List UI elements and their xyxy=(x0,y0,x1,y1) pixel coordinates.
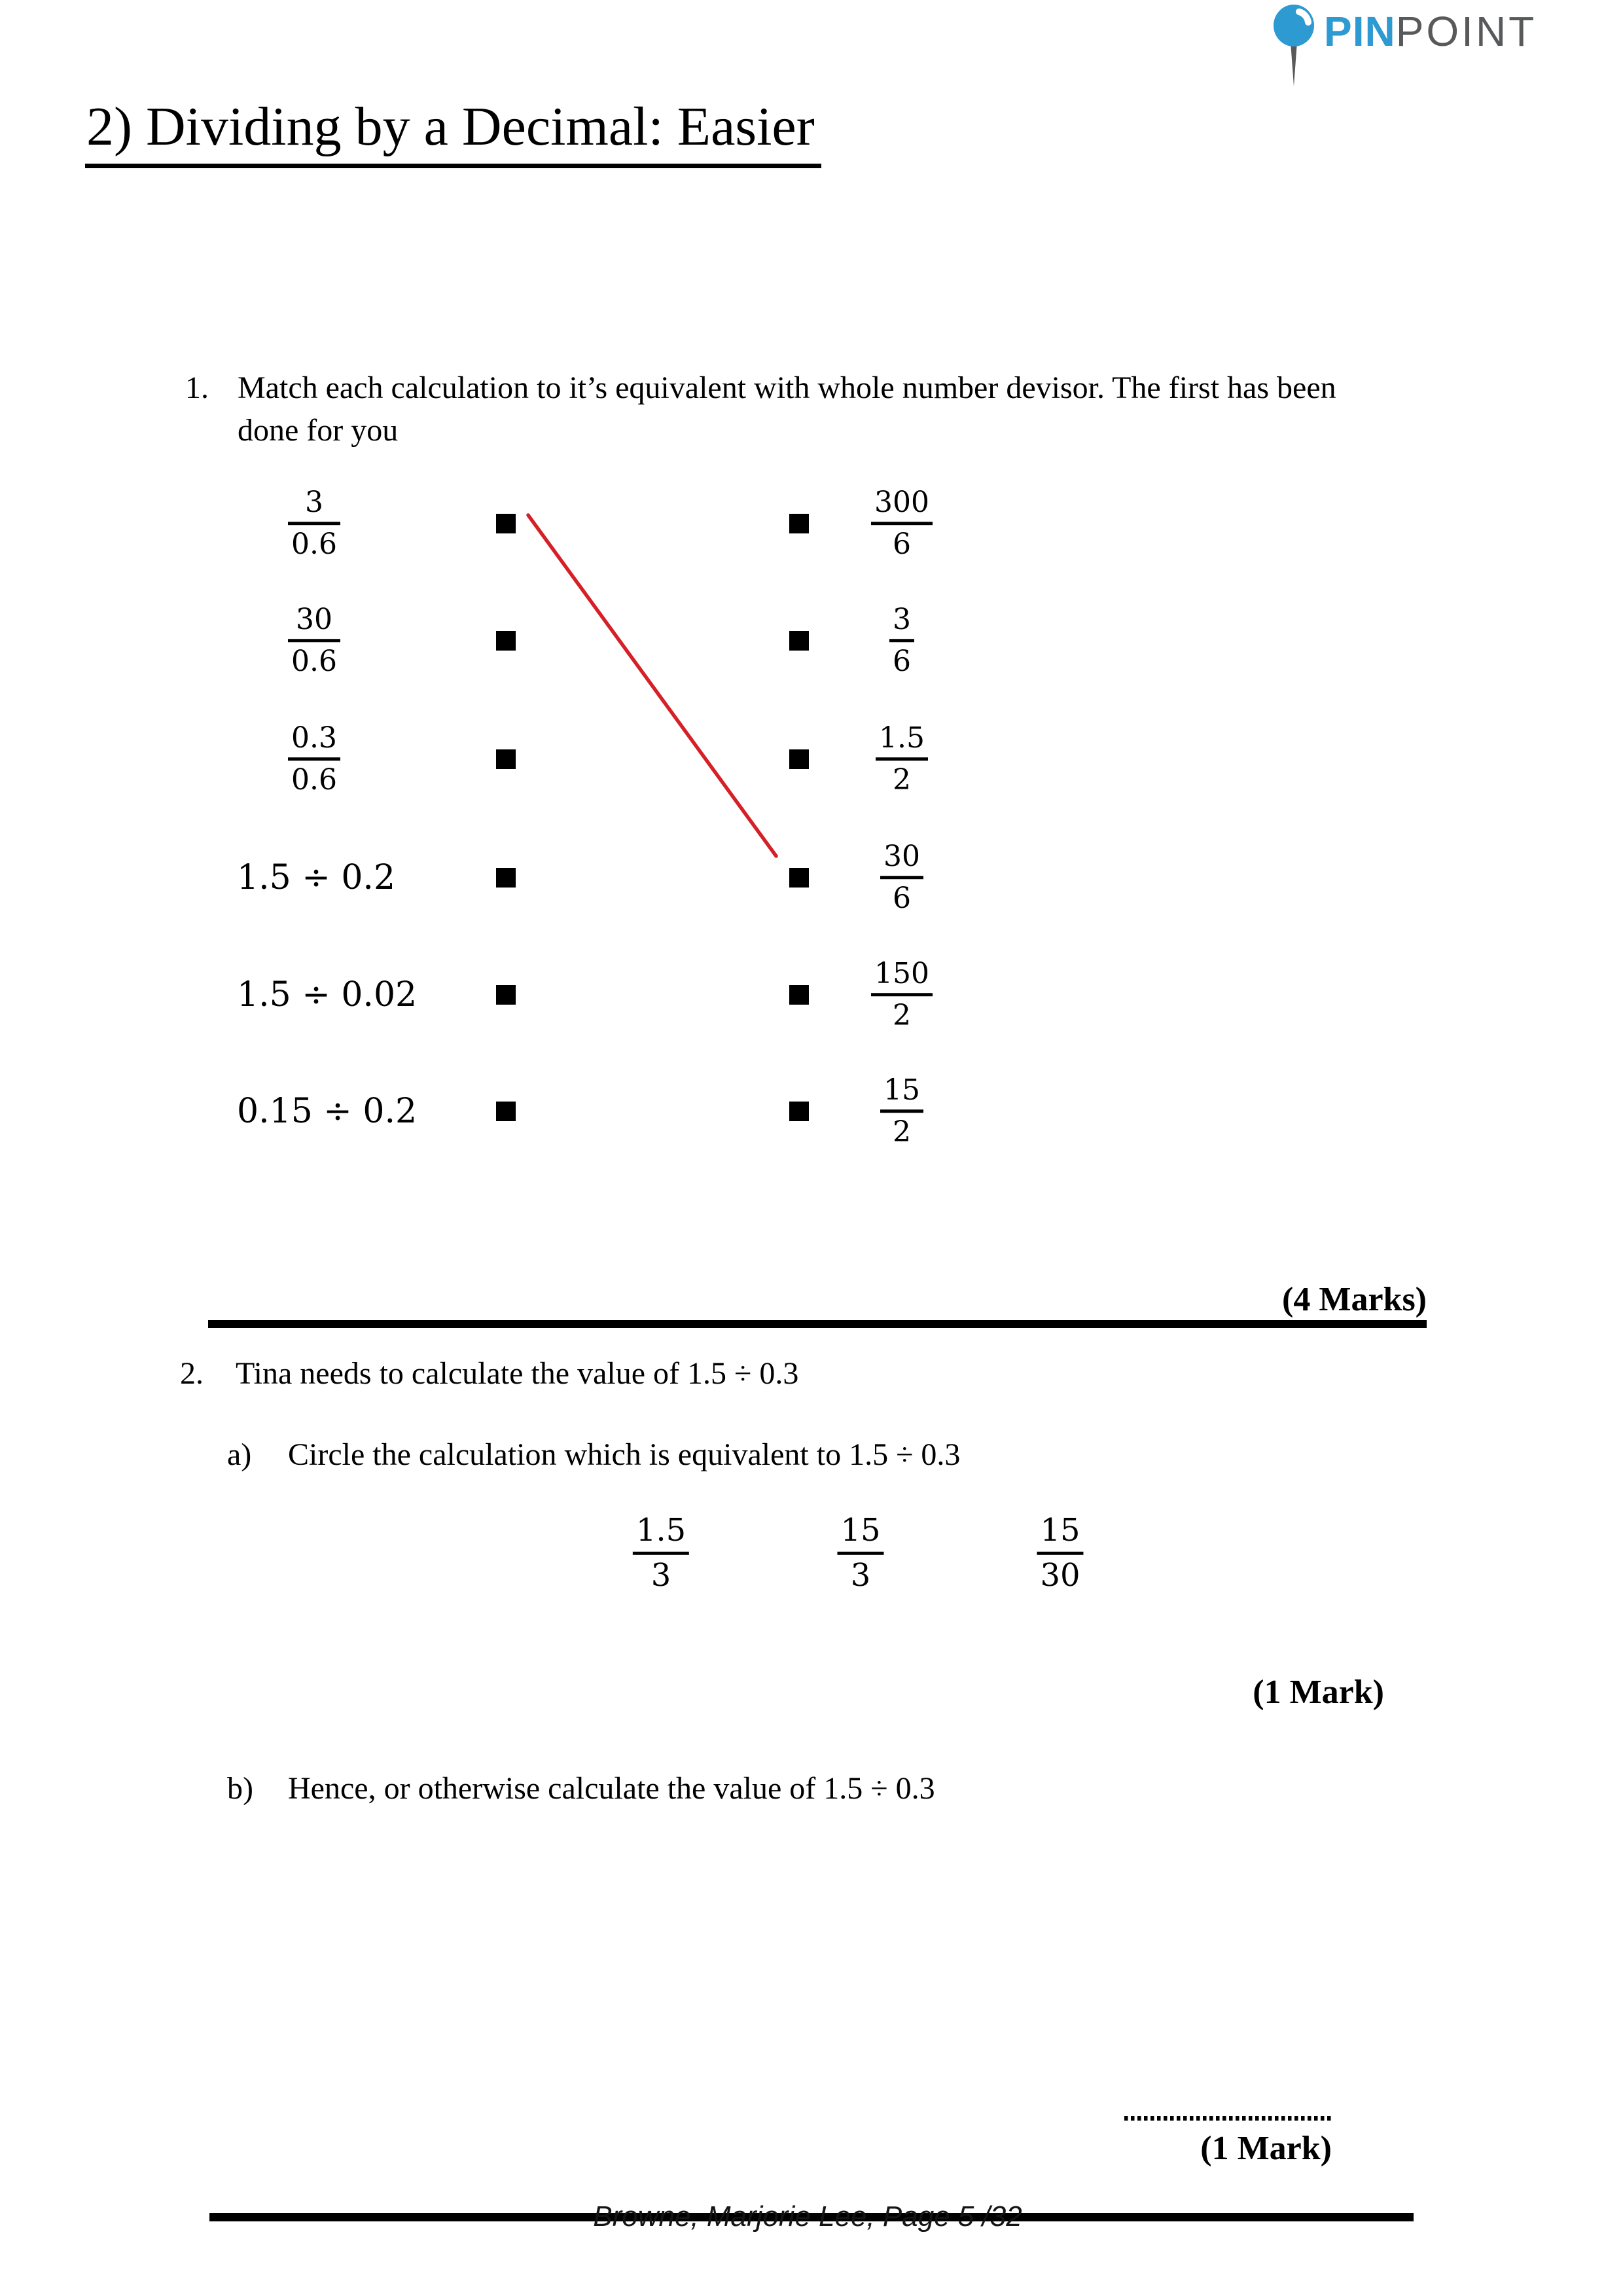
q2a-marks-label: (1 Mark) xyxy=(1253,1674,1384,1711)
match-left-item-6: 0.15 ÷ 0.2 xyxy=(237,1092,418,1131)
logo-pin-text: PIN xyxy=(1324,8,1396,55)
question-2a xyxy=(227,1433,960,1476)
match-right-dot-2 xyxy=(789,631,809,651)
option-fraction-3: 15 30 xyxy=(1037,1513,1083,1594)
question-1-number: 1. xyxy=(185,370,209,405)
pin-icon xyxy=(1272,4,1319,86)
match-left-item-5: 1.5 ÷ 0.02 xyxy=(237,975,418,1014)
question-2-number: 2. xyxy=(180,1356,204,1391)
pinpoint-logo xyxy=(1272,4,1537,86)
match-right-item-4: 30 6 xyxy=(880,840,923,915)
match-left-dot-5 xyxy=(496,985,516,1005)
question-2 xyxy=(180,1352,798,1395)
match-right-dot-3 xyxy=(789,749,809,769)
match-right-dot-6 xyxy=(789,1102,809,1121)
match-left-item-1: 3 0.6 xyxy=(288,486,340,561)
question-2b xyxy=(227,1767,935,1810)
footer-text: Browne, Marjorie Lee, Page 5 /32 xyxy=(593,2200,1022,2233)
q1-marks-label: (4 Marks) xyxy=(1282,1281,1427,1318)
option-fraction-1: 1.5 3 xyxy=(633,1513,689,1594)
match-left-item-3: 0.3 0.6 xyxy=(288,722,340,797)
match-left-dot-2 xyxy=(496,631,516,651)
match-right-item-5: 150 2 xyxy=(871,958,933,1032)
match-right-dot-5 xyxy=(789,985,809,1005)
match-left-dot-3 xyxy=(496,749,516,769)
option-fraction-2: 15 3 xyxy=(837,1513,883,1594)
match-left-item-4: 1.5 ÷ 0.2 xyxy=(237,858,396,897)
match-left-dot-6 xyxy=(496,1102,516,1121)
question-2b-label: b) xyxy=(227,1771,253,1806)
logo-wordmark xyxy=(1324,8,1537,55)
question-2a-label: a) xyxy=(227,1437,252,1472)
q1-marks-divider xyxy=(208,1320,1427,1328)
page-title: 2) Dividing by a Decimal: Easier xyxy=(85,98,821,168)
question-2-text: Tina needs to calculate the value of 1.5 ÷ 0.3 xyxy=(236,1356,799,1391)
match-right-item-3: 1.5 2 xyxy=(876,722,928,797)
match-right-item-6: 15 2 xyxy=(880,1074,923,1149)
match-right-dot-4 xyxy=(789,868,809,888)
match-left-item-2: 30 0.6 xyxy=(288,603,340,678)
question-1 xyxy=(185,367,1336,452)
match-left-dot-4 xyxy=(496,868,516,888)
logo-point-text: POINT xyxy=(1395,8,1537,55)
question-2b-text: Hence, or otherwise calculate the value of 1.5 ÷ 0.3 xyxy=(288,1771,935,1806)
question-2a-text: Circle the calculation which is equivalent to 1.5 ÷ 0.3 xyxy=(288,1437,961,1472)
match-right-item-2: 3 6 xyxy=(889,603,914,678)
match-left-dot-1 xyxy=(496,514,516,533)
match-right-dot-1 xyxy=(789,514,809,533)
match-right-item-1: 300 6 xyxy=(871,486,933,561)
answer-dotted-line xyxy=(1124,2116,1331,2121)
q2b-marks-label: (1 Mark) xyxy=(1200,2130,1332,2167)
question-1-text: Match each calculation to it’s equivalent with whole number devisor. The first has been done for you xyxy=(238,370,1336,448)
